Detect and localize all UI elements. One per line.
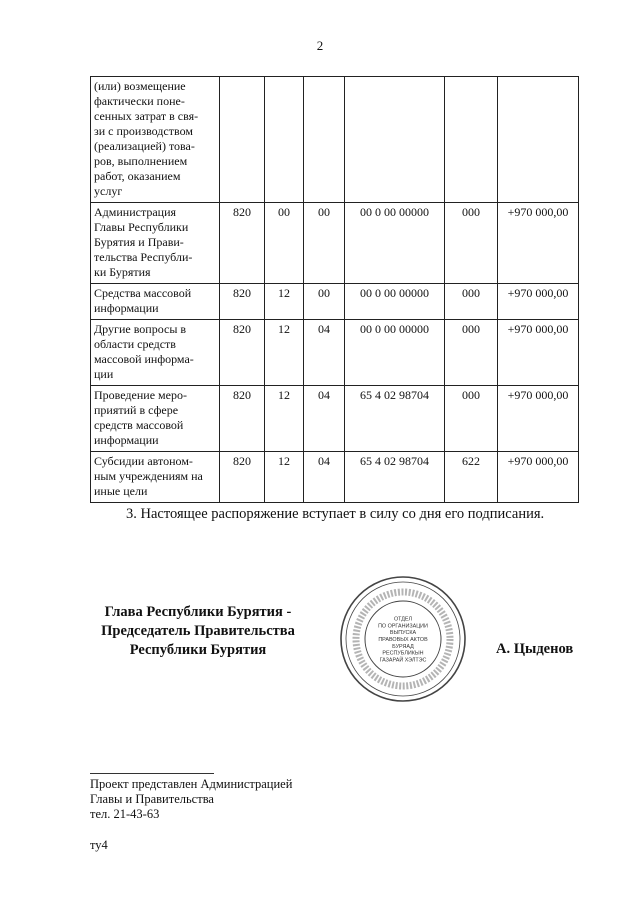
signatory-title-line: Председатель Правительства [101,623,295,639]
footnote [90,777,292,822]
footnote-line: тел. 21-43-63 [90,807,160,821]
row-cell-c5: 622 [445,452,498,503]
row-cell-c1 [220,77,265,203]
row-name-line: зи с производством [94,124,193,138]
row-cell-c3: 00 [304,203,345,284]
row-cell-c4: 00 0 00 00000 [345,284,445,320]
row-cell-c6: +970 000,00 [498,284,579,320]
row-cell-c3: 04 [304,320,345,386]
row-name-line: Субсидии автоном- [94,454,193,468]
row-name-line: Бурятия и Прави- [94,235,184,249]
row-cell-c5: 000 [445,203,498,284]
row-cell-c1: 820 [220,386,265,452]
row-name-line: Проведение меро- [94,388,187,402]
row-name-line: приятий в сфере [94,403,179,417]
table-row [91,452,579,503]
row-name-cell [91,320,220,386]
row-cell-c2 [265,77,304,203]
row-cell-c4: 65 4 02 98704 [345,386,445,452]
row-name-line: Другие вопросы в [94,322,187,336]
row-name-line: работ, оказанием [94,169,181,183]
row-name-line: Средства массовой [94,286,192,300]
row-cell-c2: 12 [265,284,304,320]
table-row [91,77,579,203]
signatory-name: А. Цыденов [496,641,574,657]
row-cell-c2: 12 [265,386,304,452]
row-cell-c4: 00 0 00 00000 [345,203,445,284]
official-seal [338,574,468,704]
row-cell-c6 [498,77,579,203]
row-name-cell [91,203,220,284]
row-name-line: Главы Республики [94,220,189,234]
row-cell-c6: +970 000,00 [498,203,579,284]
row-cell-c5: 000 [445,320,498,386]
row-name-line: ным учреждениям на [94,469,203,483]
row-cell-c1: 820 [220,284,265,320]
row-name-line: услуг [94,184,123,198]
row-cell-c6: +970 000,00 [498,386,579,452]
seal-text-line: БУРЯАД [392,643,414,650]
row-name-line: иные цели [94,484,148,498]
typist-code: ту4 [90,838,108,852]
row-cell-c2: 00 [265,203,304,284]
signatory-title-line: Глава Республики Бурятия - [104,604,292,620]
row-cell-c1: 820 [220,203,265,284]
row-name-line: средств массовой [94,418,184,432]
clause-effective-date: 3. Настоящее распоряжение вступает в силу со дня его подписания. [126,506,545,522]
row-name-line: (или) возмещение [94,79,186,93]
row-name-cell [91,284,220,320]
footnote-line: Проект представлен Администрацией [90,777,293,791]
row-name-line: Администрация [94,205,177,219]
row-cell-c5 [445,77,498,203]
row-cell-c4 [345,77,445,203]
seal-text-line: ПО ОРГАНИЗАЦИИ [378,623,428,630]
row-cell-c3: 04 [304,386,345,452]
table-row [91,284,579,320]
row-name-line: тельства Республи- [94,250,193,264]
table-row [91,203,579,284]
table-row [91,386,579,452]
row-cell-c6: +970 000,00 [498,452,579,503]
row-cell-c4: 00 0 00 00000 [345,320,445,386]
row-name-line: массовой информа- [94,352,194,366]
row-name-cell [91,77,220,203]
row-name-cell [91,386,220,452]
row-name-cell [91,452,220,503]
row-name-line: информации [94,433,159,447]
signatory-title [84,603,312,660]
row-cell-c6: +970 000,00 [498,320,579,386]
budget-table [90,76,579,503]
seal-text-line: ПРАВОВЫХ АКТОВ [378,637,428,643]
row-cell-c3: 04 [304,452,345,503]
row-name-line: ции [94,367,114,381]
row-cell-c1: 820 [220,452,265,503]
row-name-line: сенных затрат в свя- [94,109,199,123]
row-name-line: ки Бурятия [94,265,151,279]
footnote-divider [90,773,214,774]
seal-text-line: РЕСПУБЛИКЫН [382,650,424,657]
signatory-title-line: Республики Бурятия [129,642,267,658]
budget-table-body [91,77,579,503]
row-cell-c3: 00 [304,284,345,320]
row-cell-c1: 820 [220,320,265,386]
seal-text-line: ГАЗАРАЙ ХЭЛТЭС [379,657,427,664]
seal-text-line: ВЫПУСКА [389,630,417,637]
row-name-line: фактически поне- [94,94,185,108]
footnote-line: Главы и Правительства [90,792,214,806]
table-row [91,320,579,386]
row-cell-c5: 000 [445,386,498,452]
row-name-line: ров, выполнением [94,154,188,168]
row-name-line: (реализацией) това- [94,139,195,153]
row-cell-c2: 12 [265,320,304,386]
row-cell-c2: 12 [265,452,304,503]
row-cell-c5: 000 [445,284,498,320]
page-number: 2 [316,38,324,53]
row-name-line: области средств [94,337,176,351]
row-cell-c3 [304,77,345,203]
seal-text-line: ОТДЕЛ [393,616,413,623]
row-cell-c4: 65 4 02 98704 [345,452,445,503]
row-name-line: информации [94,301,159,315]
